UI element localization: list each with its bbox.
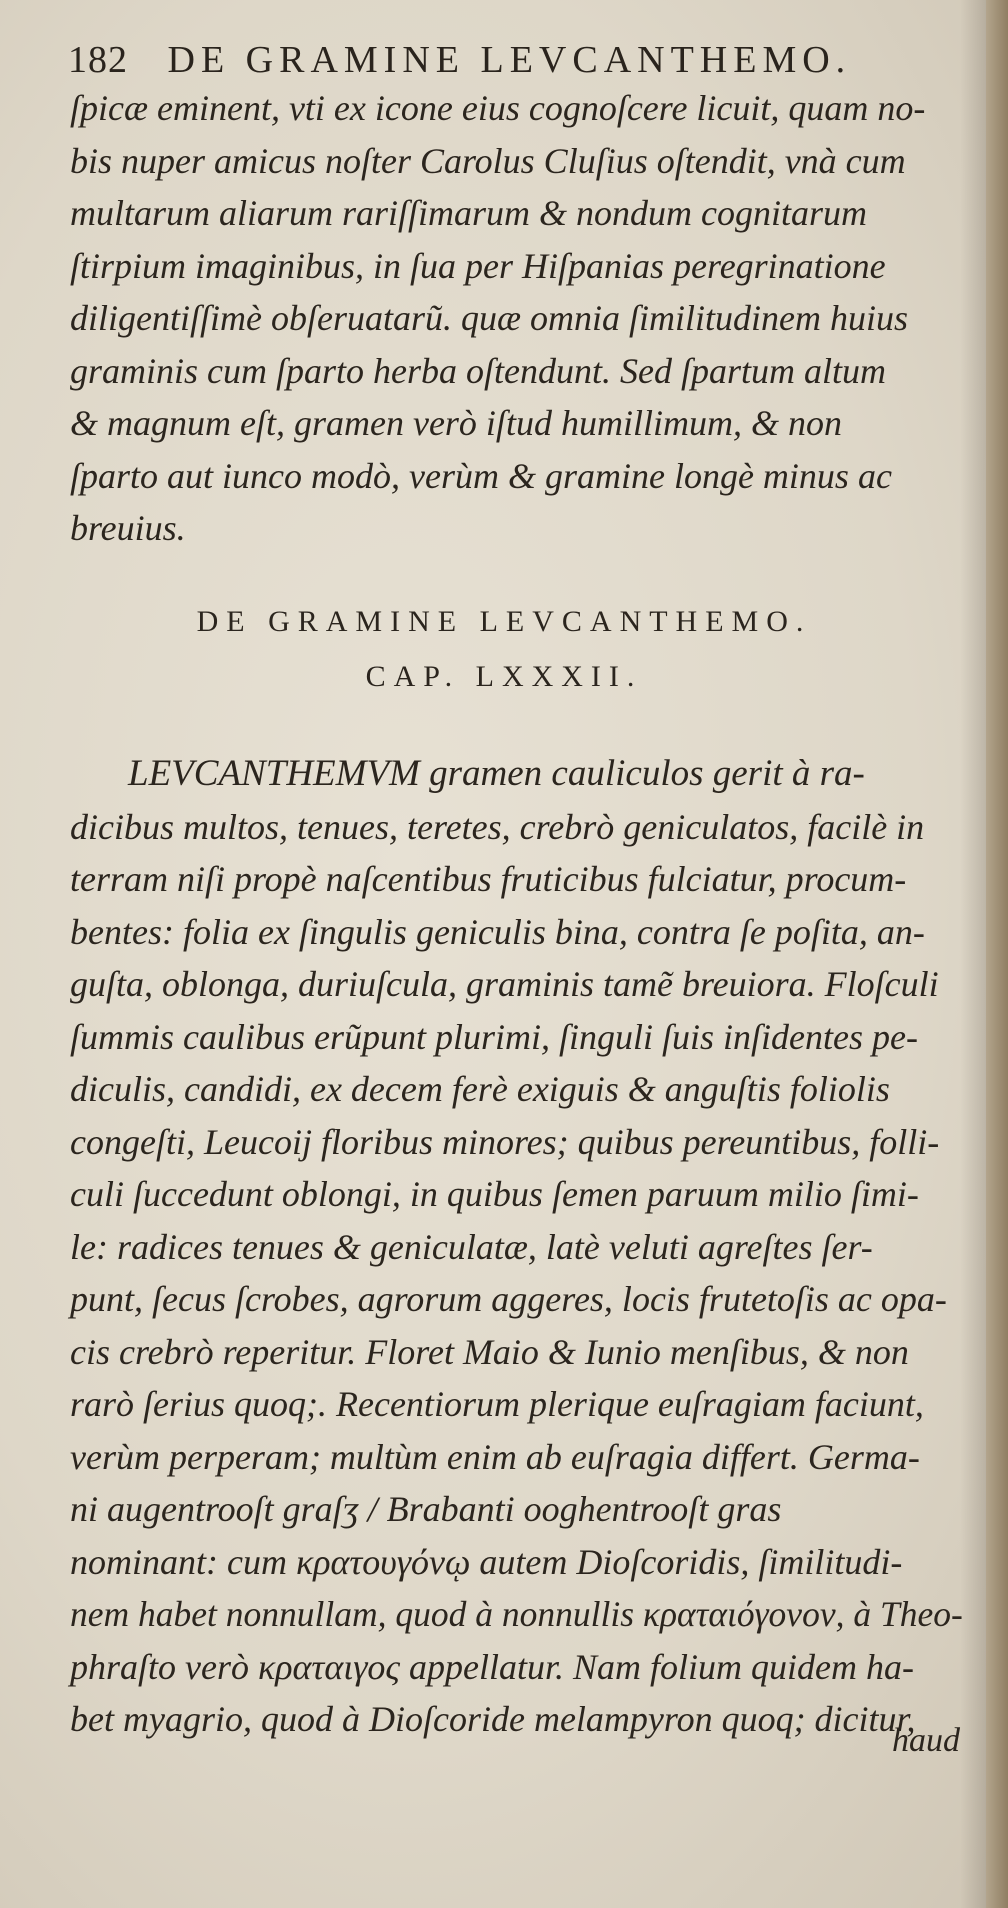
chapter-number: CAP. LXXXII.	[365, 660, 643, 693]
text-line: verùm perperam; multùm enim ab euſragia differt. Germa-	[70, 1436, 920, 1477]
running-head-title: DE GRAMINE LEVCANTHEMO.	[167, 39, 852, 81]
text-line: bentes: folia ex ſingulis geniculis bina, contra ſe poſita, an-	[70, 911, 925, 952]
text-line: & magnum eſt, gramen verò iſtud humillimum, & non	[70, 403, 842, 443]
text-line: nem habet nonnullam, quod à nonnullis κραταιόγονον, à Theo-	[70, 1594, 963, 1634]
text-line: culi ſuccedunt oblongi, in quibus ſemen paruum milio ſimi-	[70, 1174, 919, 1214]
text-line: diculis, candidi, ex decem ferè exiguis & anguſtis foliolis	[70, 1069, 890, 1109]
body-text-block	[70, 748, 970, 1746]
text-line: congeſti, Leucoij floribus minores; quibus pereuntibus, folli-	[70, 1121, 940, 1162]
text-line: ſtirpium imaginibus, in ſua per Hiſpanias peregrinatione	[70, 245, 886, 286]
text-line: ſpicæ eminent, vti ex icone eius cognoſcere licuit, quam no-	[70, 88, 926, 128]
page-number: 182	[68, 39, 128, 81]
text-line: nominant: cum κρατουγόνῳ autem Dioſcoridis, ſimilitudi-	[70, 1541, 903, 1582]
text-line: terram niſi propè naſcentibus fruticibus fulciatur, procum-	[70, 859, 907, 899]
top-text-block	[70, 82, 970, 555]
text-line: guſta, oblonga, duriuſcula, graminis tamẽ breuiora. Floſculi	[70, 964, 939, 1004]
text-line: le: radices tenues & geniculatæ, latè veluti agreſtes ſer-	[70, 1226, 873, 1267]
catchword: haud	[892, 1722, 960, 1759]
text-line: breuius.	[70, 508, 186, 548]
text-line: punt, ſecus ſcrobes, agrorum aggeres, locis frutetoſis ac opa-	[70, 1279, 947, 1319]
text-line: rarò ſerius quoq;. Recentiorum plerique euſragiam faciunt,	[70, 1384, 924, 1424]
text-line: dicibus multos, tenues, teretes, crebrò geniculatos, facilè in	[70, 806, 925, 847]
running-head	[68, 38, 948, 82]
text-line: ſummis caulibus erũpunt plurimi, ſinguli ſuis inſidentes pe-	[70, 1016, 918, 1057]
text-line: graminis cum ſparto herba oſtendunt. Sed ſpartum altum	[70, 350, 886, 391]
text-line: cis crebrò reperitur. Floret Maio & Iunio menſibus, & non	[70, 1331, 909, 1372]
text-line: bis nuper amicus noſter Carolus Cluſius oſtendit, vnà cum	[70, 140, 906, 181]
text-line: phraſto verò κραταιγος appellatur. Nam folium quidem ha-	[70, 1646, 914, 1687]
text-line: ſparto aut iunco modò, verùm & gramine longè minus ac	[70, 455, 892, 496]
text-line: diligentiſſimè obſeruatarũ. quæ omnia ſimilitudinem huius	[70, 298, 908, 338]
text-line: bet myagrio, quod à Dioſcoride melampyron quoq; dicitur,	[70, 1699, 916, 1739]
text-line: multarum aliarum rariſſimarum & nondum cognitarum	[70, 193, 868, 233]
text-line: ni augentrooſt graſʒ / Brabanti ooghentrooſt gras	[70, 1489, 782, 1529]
chapter-title: DE GRAMINE LEVCANTHEMO.	[196, 605, 812, 638]
page-edge	[986, 0, 1008, 1908]
text-line: LEVCANTHEMVM gramen cauliculos gerit à ra-	[128, 753, 865, 794]
